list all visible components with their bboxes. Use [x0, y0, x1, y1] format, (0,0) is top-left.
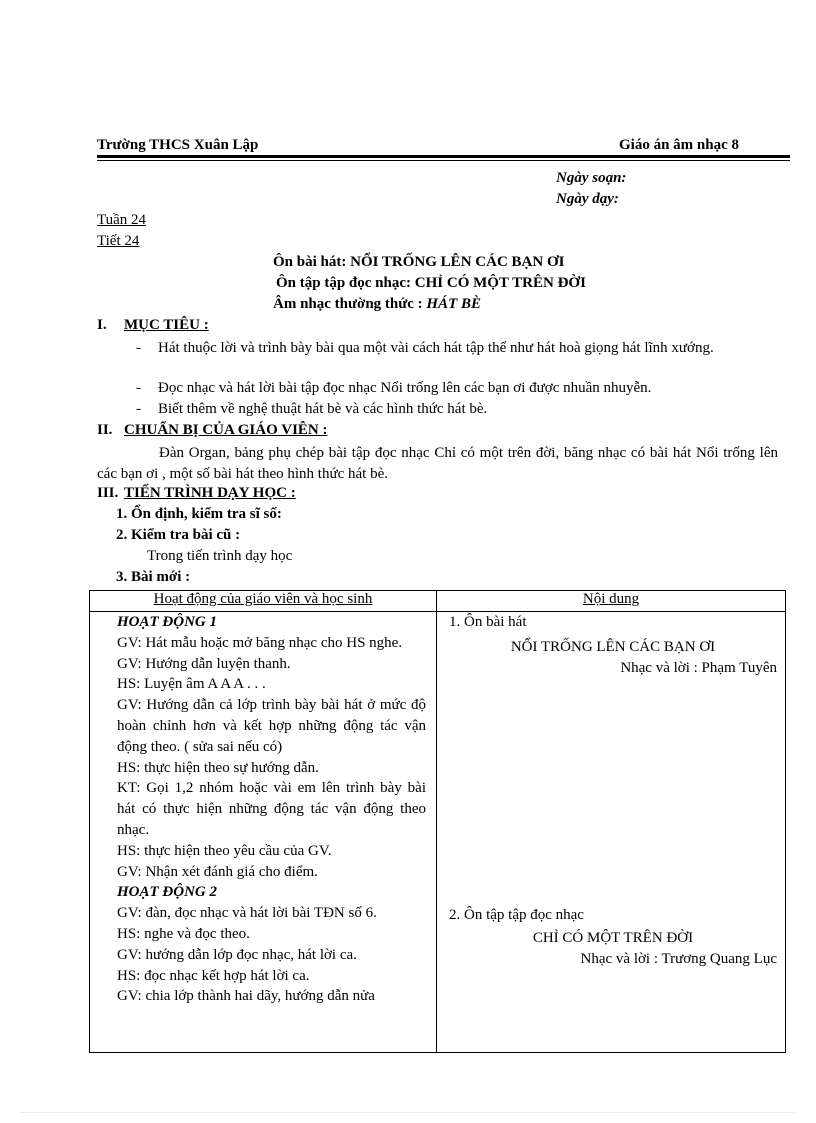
- lesson-title-2-label: Ôn tập tập đọc nhạc:: [276, 275, 415, 291]
- content-2-song: CHỈ CÓ MỘT TRÊN ĐỜI: [532, 930, 694, 947]
- step-2: 2. Kiểm tra bài cũ :: [116, 527, 241, 543]
- table-header-right: [437, 591, 786, 612]
- activity-line: GV: Hướng dẫn luyện thanh.: [117, 655, 291, 672]
- header-right-text: Nội dung: [582, 591, 640, 607]
- content-cell: [437, 612, 786, 1053]
- activity-line: KT: Gọi 1,2 nhóm hoặc vài em lên trình bày bài hát có thực hiện những động tác vận động theo nhạc.: [117, 780, 426, 838]
- section-2-title: CHUẨN BỊ CỦA GIÁO VIÊN :: [124, 422, 328, 438]
- activities-cell: [90, 612, 437, 1053]
- activity-line: HS: Luyện âm A A A . . .: [117, 676, 266, 693]
- header-rule: [97, 155, 790, 158]
- activity-line: HS: thực hiện theo yêu cầu của GV.: [117, 842, 332, 859]
- activity-line: HS: thực hiện theo sự hướng dẫn.: [117, 759, 319, 776]
- school-name: Trường THCS Xuân Lập: [97, 137, 259, 153]
- table-header-row: [90, 591, 786, 612]
- section-2-number: II.: [97, 422, 113, 438]
- objective-item: - Hát thuộc lời và trình bày bài qua một vài cách hát tập thể như hát hoà giọng hát lĩnh xướng.: [136, 340, 714, 356]
- section-3-title: TIẾN TRÌNH DẠY HỌC :: [124, 485, 296, 501]
- section-3-number: III.: [97, 485, 119, 501]
- table-header-left: [90, 591, 437, 612]
- activity-line: GV: hướng dẫn lớp đọc nhạc, hát lời ca.: [117, 946, 357, 963]
- table-row: [90, 612, 786, 1053]
- header-left-text: Hoạt động của giáo viên và học sinh: [153, 591, 373, 607]
- activity-2-heading: HOẠT ĐỘNG 2: [117, 884, 217, 901]
- objective-item: - Biết thêm về nghệ thuật hát bè và các hình thức hát bè.: [136, 401, 488, 417]
- preparation-text: Đàn Organ, bảng phụ chép bài tập đọc nhạc Chỉ có một trên đời, băng nhạc có bài hát Nổi trống lên các bạn ơi , một số bài hát theo hình thức hát bè.: [97, 445, 778, 482]
- step-1: 1. Ổn định, kiểm tra sĩ số:: [116, 506, 282, 522]
- date-taught: Ngày dạy:: [556, 191, 619, 207]
- lesson-title-2-value: CHỈ CÓ MỘT TRÊN ĐỜI: [414, 275, 586, 291]
- activity-1-heading: HOẠT ĐỘNG 1: [117, 614, 217, 630]
- activity-line: GV: Nhận xét đánh giá cho điểm.: [117, 863, 318, 880]
- step-2-text: Trong tiến trình dạy học: [147, 548, 293, 564]
- activity-line: HS: đọc nhạc kết hợp hát lời ca.: [117, 967, 310, 984]
- content-1-song: NỔI TRỐNG LÊN CÁC BẠN ƠI: [510, 638, 716, 655]
- activity-table: [89, 590, 786, 1053]
- lesson-title-1: [273, 254, 564, 271]
- lesson-title-3: [273, 296, 481, 313]
- content-spacer: [449, 678, 777, 905]
- week-label: Tuần 24: [97, 212, 147, 228]
- objective-text-3: Biết thêm về nghệ thuật hát bè và các hình thức hát bè.: [158, 401, 488, 417]
- content-1-author: Nhạc và lời : Phạm Tuyên: [620, 659, 777, 676]
- content-2-title: 2. Ôn tập tập đọc nhạc: [449, 907, 584, 924]
- lesson-title-1-value: NỔI TRỐNG LÊN CÁC BẠN ƠI: [350, 254, 565, 270]
- activity-line: GV: Hướng dẫn cả lớp trình bày bài hát ở mức độ hoàn chỉnh hơn và kết hợp những động tác vận động theo. ( sửa sai nếu có): [117, 697, 426, 755]
- page-bottom-border: [20, 1112, 796, 1113]
- activity-line: GV: Hát mẫu hoặc mở băng nhạc cho HS nghe.: [117, 634, 403, 651]
- objective-text-1: Hát thuộc lời và trình bày bài qua một vài cách hát tập thể như hát hoà giọng hát lĩnh xướng.: [158, 340, 714, 356]
- step-3: 3. Bài mới :: [116, 569, 191, 585]
- content-2-author: Nhạc và lời : Trương Quang Lục: [580, 950, 777, 967]
- section-1-number: I.: [97, 317, 107, 333]
- activity-line: HS: nghe và đọc theo.: [117, 925, 250, 942]
- date-prepared: Ngày soạn:: [556, 170, 627, 186]
- content-1-title: 1. Ôn bài hát: [449, 614, 527, 630]
- header-rule-thin: [97, 160, 790, 161]
- objective-item: - Đọc nhạc và hát lời bài tập đọc nhạc Nổi trống lên các bạn ơi được nhuần nhuyễn.: [136, 380, 652, 396]
- objective-text-2: Đọc nhạc và hát lời bài tập đọc nhạc Nổi trống lên các bạn ơi được nhuần nhuyễn.: [158, 380, 652, 396]
- lesson-title-3-label: Âm nhạc thường thức :: [273, 296, 427, 312]
- subject-title: Giáo án âm nhạc 8: [619, 137, 740, 153]
- activity-line: GV: đàn, đọc nhạc và hát lời bài TĐN số 6.: [117, 905, 377, 922]
- lesson-title-3-value: HÁT BÈ: [426, 296, 482, 312]
- section-1-title: MỤC TIÊU :: [124, 317, 209, 333]
- lesson-title-1-label: Ôn bài hát:: [273, 254, 351, 270]
- period-label: Tiết 24: [97, 233, 140, 249]
- activity-line: GV: chia lớp thành hai dãy, hướng dẫn nửa: [117, 988, 375, 1005]
- lesson-title-2: [276, 275, 586, 292]
